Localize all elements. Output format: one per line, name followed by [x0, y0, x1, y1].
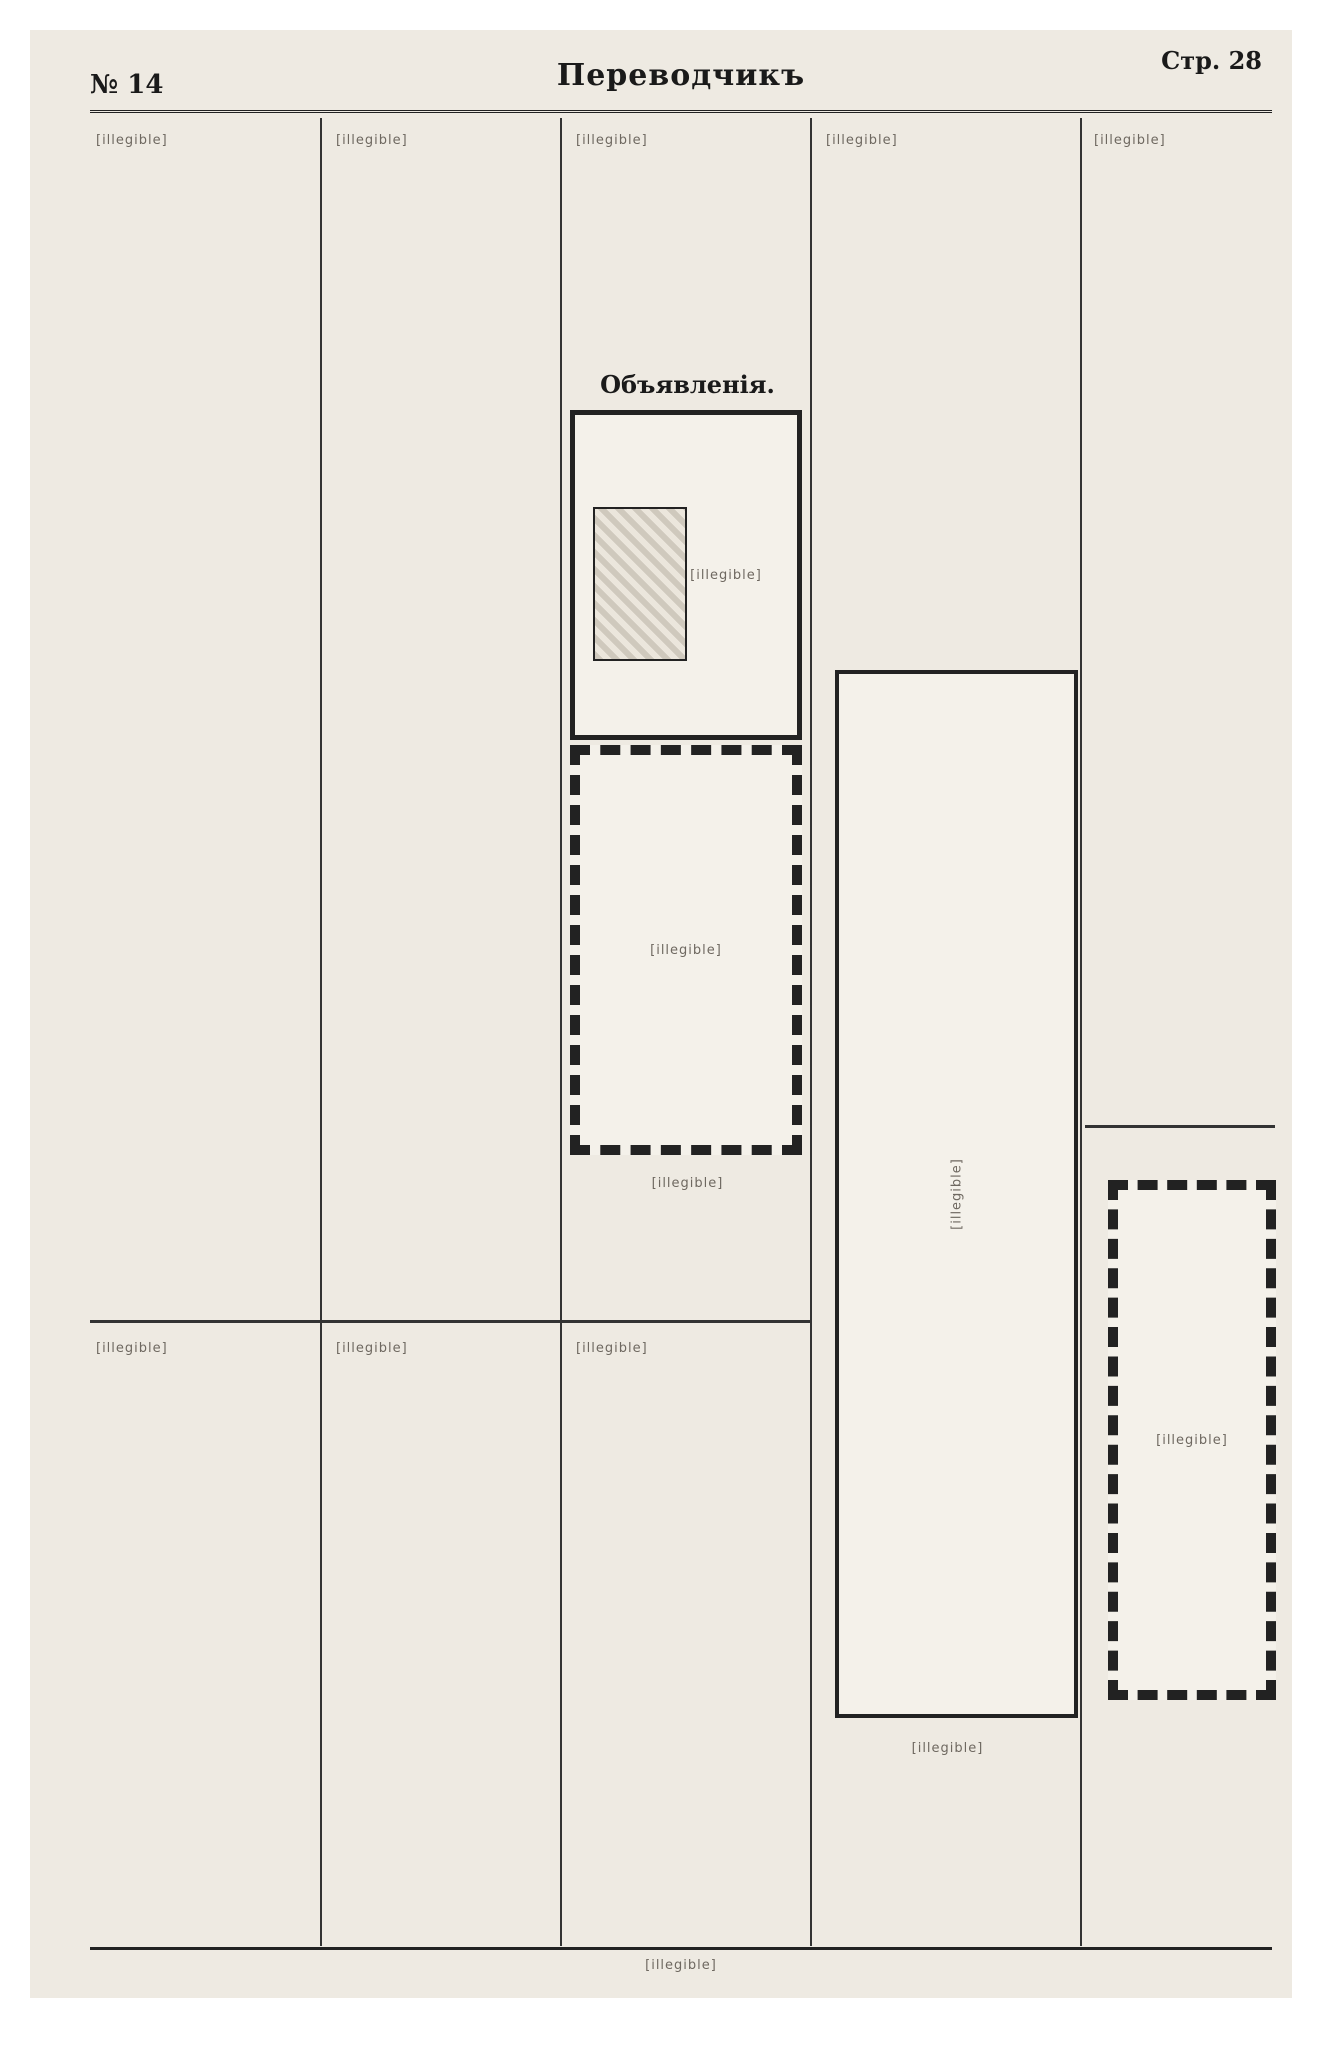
- section-rule: [90, 1320, 810, 1323]
- column-3-bottom-text: [illegible]: [576, 1341, 648, 1356]
- issue-number: № 14: [90, 70, 164, 100]
- watchmaker-ad-text: [illegible]: [651, 1176, 724, 1191]
- masthead: [90, 42, 1272, 113]
- section-rule: [1085, 1125, 1275, 1128]
- shop-ad-text: [illegible]: [911, 1741, 984, 1756]
- engine-illustration: [593, 507, 687, 661]
- column-5-top-text: [illegible]: [1094, 133, 1166, 148]
- announcements-heading: Объявленія.: [600, 370, 775, 399]
- column-rule: [320, 118, 322, 1946]
- watchmaker-ad: [570, 1165, 805, 1305]
- column-5-ornamental-box: [1108, 1180, 1276, 1700]
- machine-works-ad-text: [illegible]: [690, 567, 762, 583]
- column-3-top: [570, 122, 805, 372]
- imprint-footer: [90, 1947, 1272, 1980]
- column-rule: [560, 118, 562, 1946]
- column-3-top-text: [illegible]: [576, 133, 648, 148]
- column-1-top-text: [illegible]: [96, 133, 168, 148]
- bitter-water-ad: [835, 670, 1078, 1718]
- machine-works-ad: [570, 410, 802, 740]
- imprint-text: [illegible]: [645, 1957, 717, 1973]
- column-2-top-text: [illegible]: [336, 133, 408, 148]
- column-4-top: [820, 122, 1075, 652]
- column-5-top: [1088, 122, 1278, 1117]
- sins-of-youth-ad-text: [illegible]: [650, 942, 722, 958]
- column-5-box-text: [illegible]: [1156, 1432, 1228, 1448]
- column-1-bottom: [90, 1330, 315, 1940]
- column-rule: [810, 118, 812, 1946]
- bitter-water-ad-text: [illegible]: [949, 1158, 964, 1230]
- column-2-bottom: [330, 1330, 555, 1940]
- newspaper-page: [30, 30, 1292, 1998]
- column-1-top: [90, 122, 315, 1312]
- page-number: Стр. 28: [1161, 46, 1262, 75]
- sins-of-youth-ad: [570, 745, 802, 1155]
- column-4-top-text: [illegible]: [826, 133, 898, 148]
- column-2-top: [330, 122, 555, 1312]
- column-rule: [1080, 118, 1082, 1946]
- newspaper-title: Переводчикъ: [556, 58, 806, 93]
- column-1-bottom-text: [illegible]: [96, 1341, 168, 1356]
- column-2-bottom-text: [illegible]: [336, 1341, 408, 1356]
- column-3-bottom: [570, 1330, 805, 1940]
- shop-ad: [820, 1730, 1075, 1940]
